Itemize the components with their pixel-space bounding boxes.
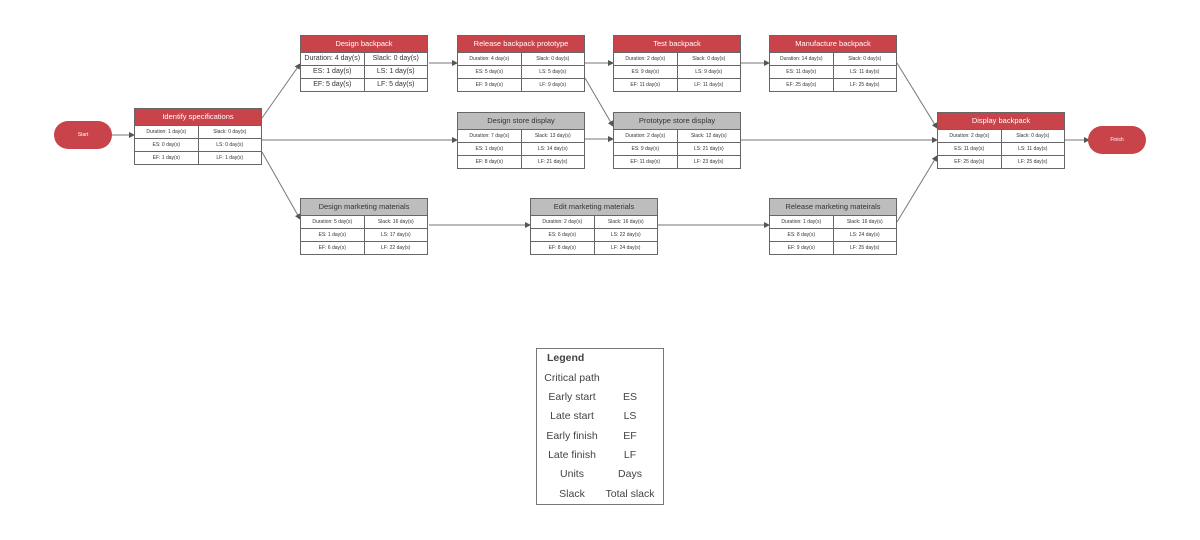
task-title: Design marketing materials <box>301 199 427 216</box>
task-ls: LS: 9 day(s) <box>695 69 723 75</box>
arrow-identify-to-design-marketing <box>262 152 300 219</box>
legend-critical-path-label: Critical path <box>544 372 600 384</box>
task-ef: EF: 9 day(s) <box>770 242 834 254</box>
task-ls: LS: 21 day(s) <box>693 146 724 152</box>
legend-title: Legend <box>547 352 585 364</box>
task-duration: Duration: 5 day(s) <box>301 216 365 228</box>
legend-term: Slack <box>559 487 585 500</box>
task-row-ef <box>531 242 657 254</box>
task-row-es <box>301 66 427 79</box>
finish-node: Finish <box>1088 126 1146 154</box>
task-ls: LS: 17 day(s) <box>380 232 411 238</box>
task-row-duration <box>135 126 261 139</box>
legend-term: Late finish <box>548 448 596 461</box>
task-row-ef <box>301 242 427 254</box>
legend-abbreviation: LS <box>623 410 637 423</box>
task-ls: LS: 24 day(s) <box>849 232 880 238</box>
task-ls: LS: 1 day(s) <box>376 68 415 75</box>
task-ef: EF: 1 day(s) <box>135 152 199 164</box>
task-row-ef <box>135 152 261 164</box>
task-slack: Slack: 13 day(s) <box>534 133 571 139</box>
legend-row-early-finish <box>537 427 665 446</box>
task-row-es <box>770 66 896 79</box>
task-row-duration <box>301 53 427 66</box>
task-duration: Duration: 14 day(s) <box>770 53 834 65</box>
legend-abbreviation: Days <box>618 468 642 481</box>
task-row-es <box>614 143 740 156</box>
task-title: Design backpack <box>301 36 427 53</box>
task-slack: Slack: 16 day(s) <box>377 219 414 225</box>
task-node-design-marketing-materials <box>300 198 428 255</box>
task-row-es <box>458 66 584 79</box>
task-es: ES: 1 day(s) <box>301 66 365 78</box>
task-row-duration <box>614 130 740 143</box>
task-lf: LF: 9 day(s) <box>539 82 567 88</box>
task-title: Release backpack prototype <box>458 36 584 53</box>
task-ef: EF: 8 day(s) <box>531 242 595 254</box>
task-es: ES: 6 day(s) <box>531 229 595 241</box>
task-slack: Slack: 12 day(s) <box>690 133 727 139</box>
task-row-ef <box>614 156 740 168</box>
task-slack: Slack: 16 day(s) <box>607 219 644 225</box>
task-row-ef <box>301 79 427 91</box>
task-row-ef <box>614 79 740 91</box>
legend-row-late-finish <box>537 446 665 465</box>
legend-abbreviation: ES <box>622 391 637 403</box>
task-slack: Slack: 0 day(s) <box>692 56 726 62</box>
task-title: Prototype store display <box>614 113 740 130</box>
task-title: Identify specifications <box>135 109 261 126</box>
task-row-es <box>614 66 740 79</box>
task-ef: EF: 11 day(s) <box>614 156 678 168</box>
task-lf: LF: 21 day(s) <box>538 159 568 165</box>
task-lf: LF: 5 day(s) <box>377 81 415 88</box>
task-title: Edit marketing materials <box>531 199 657 216</box>
legend-row-critical-path <box>537 369 665 388</box>
task-duration: Duration: 4 day(s) <box>458 53 522 65</box>
task-lf: LF: 22 day(s) <box>381 245 411 251</box>
task-lf: LF: 1 day(s) <box>216 155 244 161</box>
task-row-ef <box>770 79 896 91</box>
legend-abbreviation: EF <box>623 429 637 442</box>
task-es: ES: 11 day(s) <box>770 66 834 78</box>
task-node-edit-marketing-materials <box>530 198 658 255</box>
task-row-es <box>938 143 1064 156</box>
task-lf: LF: 25 day(s) <box>850 82 880 88</box>
task-duration: Duration: 1 day(s) <box>770 216 834 228</box>
task-slack: Slack: 0 day(s) <box>1016 133 1050 139</box>
task-es: ES: 0 day(s) <box>135 139 199 151</box>
task-duration: Duration: 4 day(s) <box>301 53 365 65</box>
task-title: Display backpack <box>938 113 1064 130</box>
task-title: Manufacture backpack <box>770 36 896 53</box>
task-title: Design store display <box>458 113 584 130</box>
task-ls: LS: 11 day(s) <box>850 69 880 75</box>
arrow-manufacture-to-display <box>897 63 937 128</box>
task-node-test-backpack <box>613 35 741 92</box>
legend-row-late-start <box>537 407 665 426</box>
task-duration: Duration: 2 day(s) <box>531 216 595 228</box>
task-es: ES: 5 day(s) <box>458 66 522 78</box>
task-node-design-backpack <box>300 35 428 92</box>
legend <box>536 348 664 505</box>
task-duration: Duration: 7 day(s) <box>458 130 522 142</box>
task-lf: LF: 23 day(s) <box>694 159 724 165</box>
task-duration: Duration: 2 day(s) <box>614 130 678 142</box>
task-duration: Duration: 1 day(s) <box>135 126 199 138</box>
task-ls: LS: 11 day(s) <box>1018 146 1048 152</box>
task-ef: EF: 6 day(s) <box>301 242 365 254</box>
task-row-ef <box>938 156 1064 168</box>
task-row-es <box>458 143 584 156</box>
task-ef: EF: 8 day(s) <box>458 156 522 168</box>
task-row-duration <box>770 53 896 66</box>
task-es: ES: 9 day(s) <box>614 66 678 78</box>
task-row-es <box>531 229 657 242</box>
task-lf: LF: 25 day(s) <box>1018 159 1048 165</box>
task-row-es <box>770 229 896 242</box>
task-row-ef <box>770 242 896 254</box>
task-lf: LF: 11 day(s) <box>694 82 724 88</box>
task-lf: LF: 25 day(s) <box>850 245 880 251</box>
task-duration: Duration: 2 day(s) <box>614 53 678 65</box>
task-row-duration <box>770 216 896 229</box>
task-row-es <box>135 139 261 152</box>
legend-row-early-start <box>537 388 665 407</box>
legend-abbreviation: LF <box>623 448 637 461</box>
task-row-es <box>301 229 427 242</box>
task-ls: LS: 14 day(s) <box>537 146 568 152</box>
task-ls: LS: 22 day(s) <box>610 232 641 238</box>
task-ef: EF: 25 day(s) <box>938 156 1002 168</box>
task-node-design-store-display <box>457 112 585 169</box>
task-slack: Slack: 0 day(s) <box>536 56 570 62</box>
task-ef: EF: 9 day(s) <box>458 79 522 91</box>
legend-row-slack <box>537 485 665 504</box>
legend-term: Early start <box>548 391 596 403</box>
task-es: ES: 1 day(s) <box>458 143 522 155</box>
task-node-prototype-store-display <box>613 112 741 169</box>
start-node: Start <box>54 121 112 149</box>
task-node-manufacture-backpack <box>769 35 897 92</box>
arrow-release-to-prototype-store <box>585 78 613 126</box>
task-row-ef <box>458 79 584 91</box>
task-ef: EF: 5 day(s) <box>301 79 365 91</box>
task-row-duration <box>458 130 584 143</box>
legend-term: Late start <box>550 410 594 423</box>
task-duration: Duration: 2 day(s) <box>938 130 1002 142</box>
task-title: Release marketing mateirals <box>770 199 896 216</box>
task-row-ef <box>458 156 584 168</box>
task-node-display-backpack <box>937 112 1065 169</box>
arrow-release-marketing-to-display <box>897 156 937 222</box>
task-row-duration <box>614 53 740 66</box>
task-es: ES: 1 day(s) <box>301 229 365 241</box>
task-title: Test backpack <box>614 36 740 53</box>
task-node-release-backpack-prototype <box>457 35 585 92</box>
task-row-duration <box>531 216 657 229</box>
task-node-release-marketing-mateirals <box>769 198 897 255</box>
task-ef: EF: 25 day(s) <box>770 79 834 91</box>
task-es: ES: 11 day(s) <box>938 143 1002 155</box>
task-row-duration <box>938 130 1064 143</box>
legend-row-units <box>537 465 665 484</box>
legend-abbreviation: Total slack <box>605 487 655 500</box>
task-es: ES: 8 day(s) <box>770 229 834 241</box>
task-row-duration <box>301 216 427 229</box>
legend-term: Units <box>560 468 584 481</box>
task-lf: LF: 24 day(s) <box>611 245 641 251</box>
task-row-duration <box>458 53 584 66</box>
task-slack: Slack: 0 day(s) <box>213 129 247 135</box>
task-ef: EF: 11 day(s) <box>614 79 678 91</box>
arrow-identify-to-design-backpack <box>262 64 300 118</box>
task-ls: LS: 5 day(s) <box>539 69 567 75</box>
task-slack: Slack: 16 day(s) <box>846 219 883 225</box>
task-slack: Slack: 0 day(s) <box>372 55 419 62</box>
task-es: ES: 9 day(s) <box>614 143 678 155</box>
task-node-identify-specifications <box>134 108 262 165</box>
task-ls: LS: 0 day(s) <box>216 142 244 148</box>
legend-term: Early finish <box>546 429 598 442</box>
task-slack: Slack: 0 day(s) <box>848 56 882 62</box>
